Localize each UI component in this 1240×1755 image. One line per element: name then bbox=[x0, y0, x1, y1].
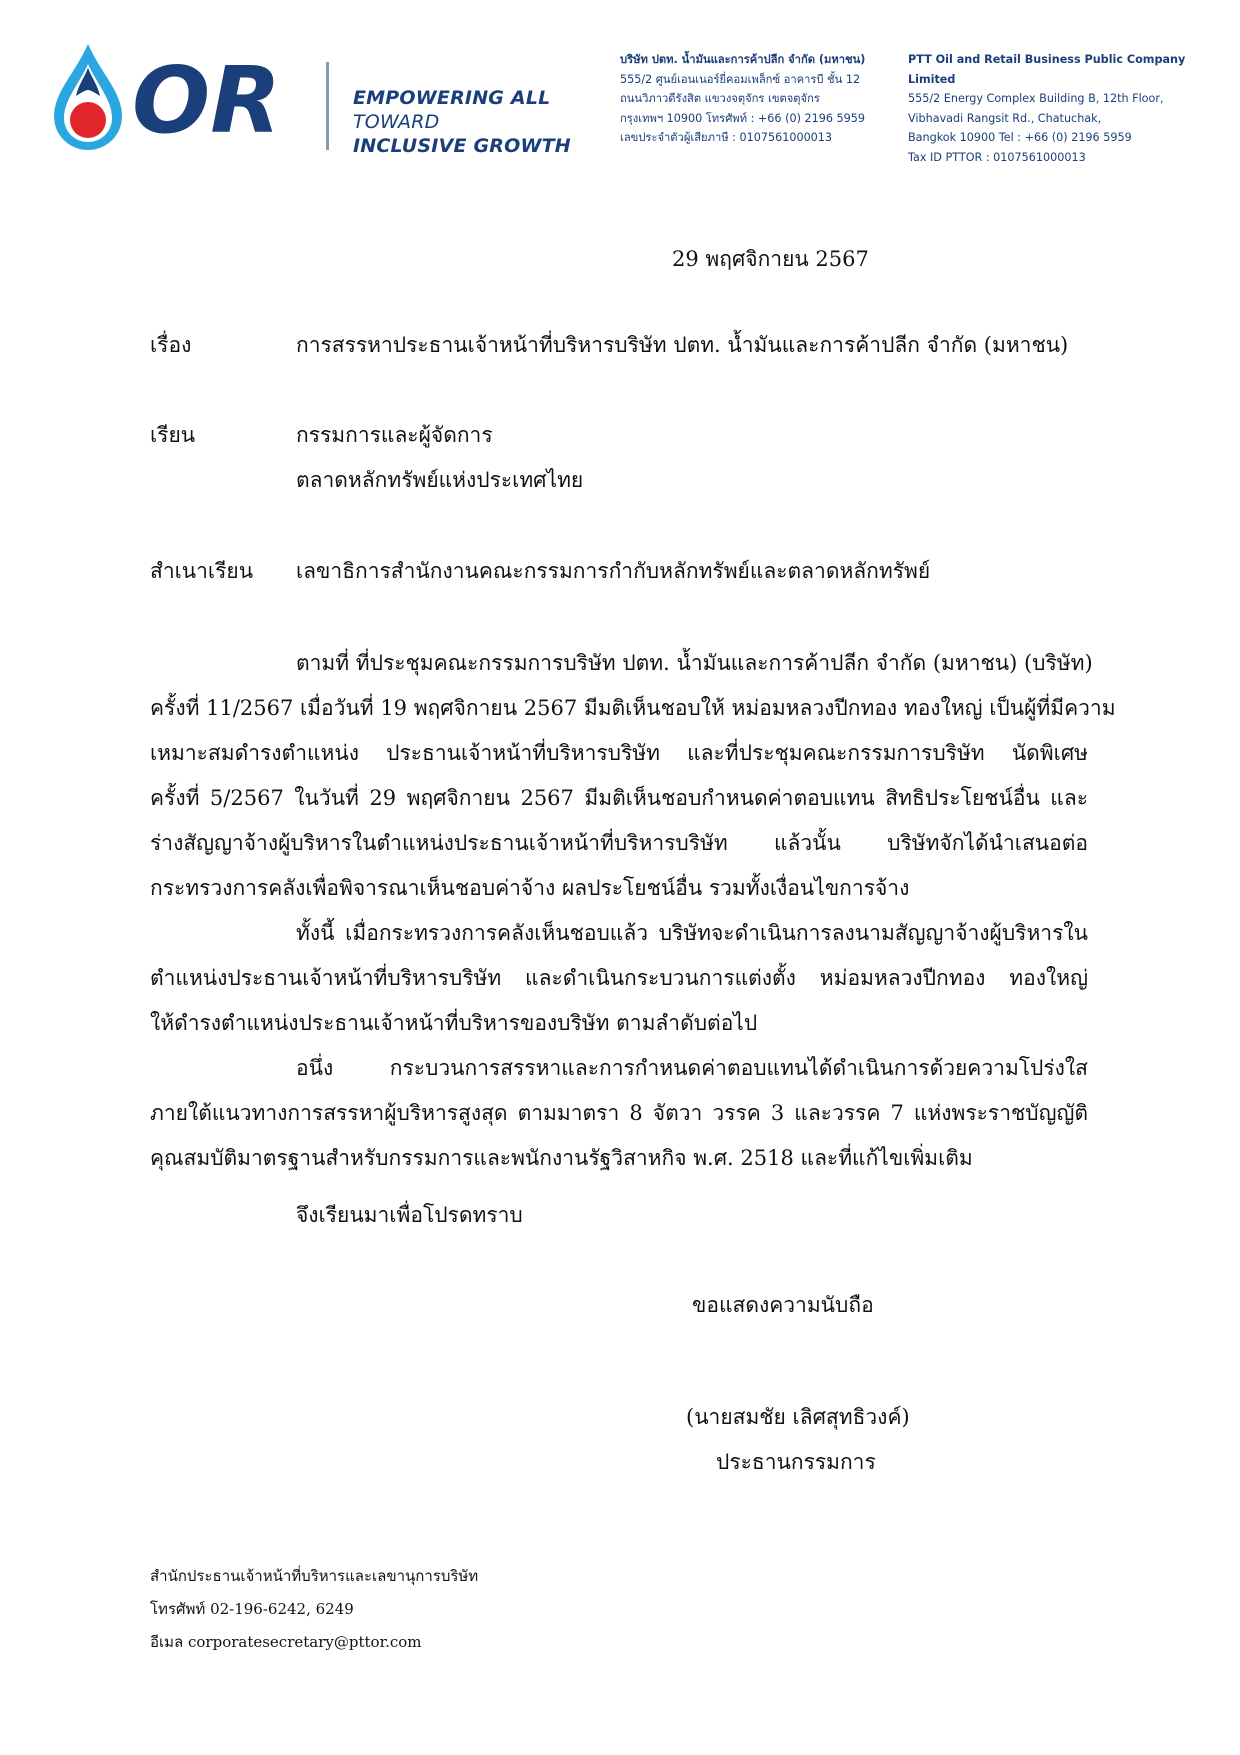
footer-phone: โทรศัพท์ 02-196-6242, 6249 bbox=[150, 1600, 354, 1618]
paragraph-line: ให้ดำรงตำแหน่งประธานเจ้าหน้าที่บริหารของบริษัท ตามลำดับต่อไป bbox=[150, 1011, 758, 1035]
address-en-line: PTT Oil and Retail Business Public Company Limited bbox=[908, 53, 1186, 86]
regards-text: ขอแสดงความนับถือ bbox=[692, 1293, 874, 1317]
address-thai bbox=[620, 50, 890, 148]
signer-name: (นายสมชัย เลิศสุทธิวงค์) bbox=[686, 1405, 910, 1429]
address-th-line: ถนนวิภาวดีรังสิต แขวงจตุจักร เขตจตุจักร bbox=[620, 92, 820, 105]
recipient-line-2: ตลาดหลักทรัพย์แห่งประเทศไทย bbox=[296, 468, 584, 492]
address-en-line: Bangkok 10900 Tel : +66 (0) 2196 5959 bbox=[908, 131, 1132, 144]
svg-text:OR: OR bbox=[132, 60, 282, 140]
recipient-line-1: กรรมการและผู้จัดการ bbox=[296, 423, 493, 447]
paragraph-line: ร่างสัญญาจ้างผู้บริหารในตำแหน่งประธานเจ้าหน้าที่บริหารบริษัท แล้วนั้น บริษัทจักได้นำเสนอต่อ bbox=[150, 831, 1088, 855]
cc-text: เลขาธิการสำนักงานคณะกรรมการกำกับหลักทรัพย์และตลาดหลักทรัพย์ bbox=[296, 559, 931, 583]
body-paragraph-2 bbox=[150, 911, 1088, 1046]
address-en-line: Tax ID PTTOR : 0107561000013 bbox=[908, 150, 1086, 164]
footer-office: สำนักประธานเจ้าหน้าที่บริหารและเลขานุการบริษัท bbox=[150, 1567, 479, 1585]
subject-label: เรื่อง bbox=[150, 333, 192, 357]
signer-position: ประธานกรรมการ bbox=[716, 1450, 876, 1474]
footer-email[interactable]: อีเมล corporatesecretary@pttor.com bbox=[150, 1633, 422, 1651]
paragraph-line: ตามที่ ที่ประชุมคณะกรรมการบริษัท ปตท. น้ำมันและการค้าปลีก จำกัด (มหาชน) (บริษัท) bbox=[296, 651, 1093, 675]
paragraph-line: ทั้งนี้ เมื่อกระทรวงการคลังเห็นชอบแล้ว บริษัทจะดำเนินการลงนามสัญญาจ้างผู้บริหารใน bbox=[296, 921, 1088, 945]
address-th-line: เลขประจำตัวผู้เสียภาษี : 0107561000013 bbox=[620, 131, 833, 144]
tagline-line2: INCLUSIVE GROWTH bbox=[353, 135, 571, 157]
paragraph-line: ครั้งที่ 11/2567 เมื่อวันที่ 19 พฤศจิกายน 2567 มีมติเห็นชอบให้ หม่อมหลวงปีกทอง ทองใหญ่ เป็นผู้ที่มีความ bbox=[150, 696, 1116, 720]
address-en-line: Vibhavadi Rangsit Rd., Chatuchak, bbox=[908, 111, 1102, 125]
address-th-line: บริษัท ปตท. น้ำมันและการค้าปลีก จำกัด (มหาชน) bbox=[620, 53, 866, 66]
address-th-line: กรุงเทพฯ 10900 โทรศัพท์ : +66 (0) 2196 5959 bbox=[620, 111, 865, 125]
body-paragraph-1 bbox=[150, 641, 1116, 911]
paragraph-line: อนึ่ง กระบวนการสรรหาและการกำหนดค่าตอบแทนได้ดำเนินการด้วยความโปร่งใส bbox=[296, 1056, 1088, 1080]
subject-text: การสรรหาประธานเจ้าหน้าที่บริหารบริษัท ปตท. น้ำมันและการค้าปลีก จำกัด (มหาชน) bbox=[296, 333, 1069, 357]
letterhead bbox=[48, 42, 1208, 162]
contact-footer bbox=[150, 1560, 478, 1659]
paragraph-line: ครั้งที่ 5/2567 ในวันที่ 29 พฤศจิกายน 2567 มีมติเห็นชอบกำหนดค่าตอบแทน สิทธิประโยชน์อื่น และ bbox=[150, 786, 1088, 810]
recipient-label: เรียน bbox=[150, 423, 196, 447]
paragraph-line: กระทรวงการคลังเพื่อพิจารณาเห็นชอบค่าจ้าง ผลประโยชน์อื่น รวมทั้งเงื่อนไขการจ้าง bbox=[150, 876, 910, 900]
tagline-light: TOWARD bbox=[353, 111, 440, 133]
closing-text: จึงเรียนมาเพื่อโปรดทราบ bbox=[296, 1203, 523, 1227]
paragraph-line: คุณสมบัติมาตรฐานสำหรับกรรมการและพนักงานรัฐวิสาหกิจ พ.ศ. 2518 และที่แก้ไขเพิ่มเติม bbox=[150, 1146, 973, 1170]
address-english bbox=[908, 50, 1218, 167]
oil-drop-icon bbox=[48, 42, 128, 152]
letter-date: 29 พฤศจิกายน 2567 bbox=[672, 247, 869, 271]
company-logo bbox=[48, 42, 318, 152]
paragraph-line: เหมาะสมดำรงตำแหน่ง ประธานเจ้าหน้าที่บริหารบริษัท และที่ประชุมคณะกรรมการบริษัท นัดพิเศษ bbox=[150, 741, 1088, 765]
tagline bbox=[353, 86, 613, 158]
address-en-line: 555/2 Energy Complex Building B, 12th Floor, bbox=[908, 92, 1164, 105]
or-wordmark bbox=[128, 60, 343, 140]
tagline-bold: EMPOWERING ALL bbox=[353, 87, 551, 109]
address-th-line: 555/2 ศูนย์เอนเนอร์ยี่คอมเพล็กซ์ อาคารบี ชั้น 12 bbox=[620, 72, 861, 86]
cc-label: สำเนาเรียน bbox=[150, 559, 254, 583]
paragraph-line: ภายใต้แนวทางการสรรหาผู้บริหารสูงสุด ตามมาตรา 8 จัตวา วรรค 3 และวรรค 7 แห่งพระราชบัญญัติ bbox=[150, 1101, 1088, 1125]
body-paragraph-3 bbox=[150, 1046, 1088, 1181]
paragraph-line: ตำแหน่งประธานเจ้าหน้าที่บริหารบริษัท และดำเนินกระบวนการแต่งตั้ง หม่อมหลวงปีกทอง ทองใหญ่ bbox=[150, 966, 1088, 990]
header-divider bbox=[326, 62, 329, 150]
